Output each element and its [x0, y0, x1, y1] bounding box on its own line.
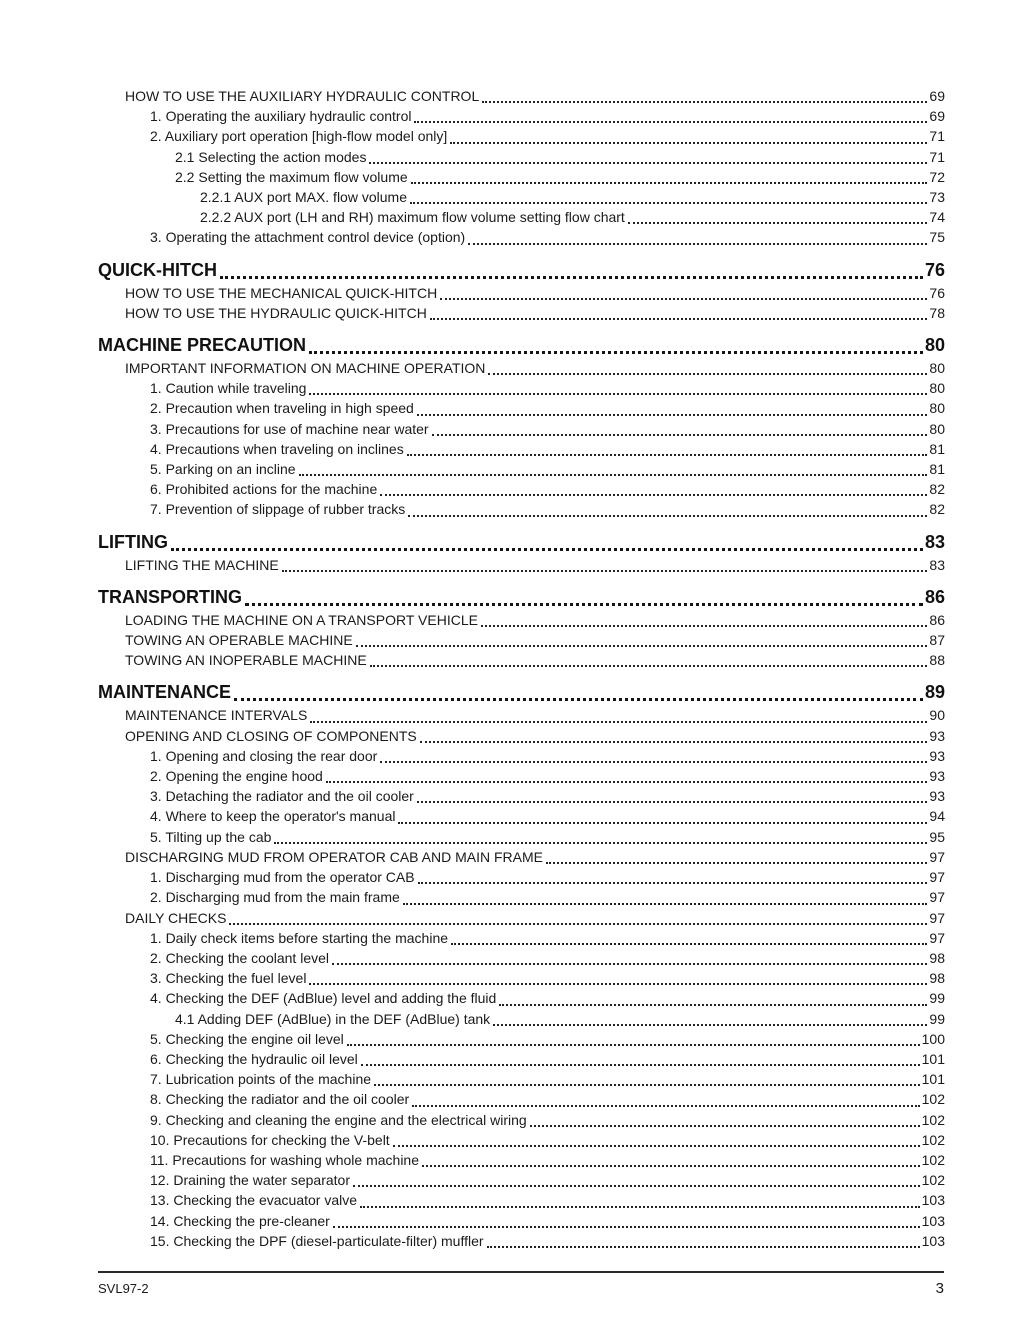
- toc-leader-dots: [332, 963, 927, 965]
- toc-entry-title: 2. Checking the coolant level: [150, 949, 329, 966]
- toc-entry-title: 2. Auxiliary port operation [high-flow model only]: [150, 128, 448, 145]
- toc-leader-dots: [432, 434, 928, 436]
- toc-leader-dots: [488, 373, 927, 375]
- toc-entry: [98, 459, 945, 479]
- toc-leader-dots: [299, 474, 928, 476]
- toc-entry-page: 95: [929, 828, 945, 845]
- toc-leader-dots: [333, 1226, 920, 1228]
- toc-entry-page: 99: [929, 1010, 945, 1027]
- toc-entry-title: 4. Where to keep the operator's manual: [150, 808, 396, 825]
- toc-entry-title: 1. Operating the auxiliary hydraulic control: [150, 108, 412, 125]
- toc-leader-dots: [380, 761, 927, 763]
- toc-entry-page: 97: [929, 909, 945, 926]
- toc-entry-title: 15. Checking the DPF (diesel-particulate-filter) muffler: [150, 1232, 484, 1249]
- toc-entry-title: LIFTING THE MACHINE: [125, 556, 279, 573]
- toc-entry: [98, 1150, 945, 1170]
- toc-leader-dots: [171, 548, 923, 551]
- toc-leader-dots: [628, 222, 928, 224]
- toc-entry-title: HOW TO USE THE MECHANICAL QUICK-HITCH: [125, 284, 438, 301]
- toc-leader-dots: [282, 570, 928, 572]
- toc-entry-title: LIFTING: [98, 531, 168, 552]
- toc-entry: [98, 106, 945, 126]
- toc-leader-dots: [407, 454, 928, 456]
- toc-entry-page: 102: [921, 1172, 945, 1189]
- toc-entry: [98, 827, 945, 847]
- toc-leader-dots: [234, 698, 923, 701]
- toc-entry-page: 102: [921, 1131, 945, 1148]
- toc-entry: [98, 187, 945, 207]
- toc-leader-dots: [309, 983, 927, 985]
- toc-entry: [98, 1170, 945, 1190]
- toc-entry-title: 2.1 Selecting the action modes: [175, 148, 367, 165]
- toc-entry: [98, 948, 945, 968]
- toc-entry-page: 93: [929, 727, 945, 744]
- toc-entry-page: 101: [921, 1071, 945, 1088]
- toc-entry: [98, 419, 945, 439]
- toc-leader-dots: [309, 393, 927, 395]
- toc-entry-title: 2. Opening the engine hood: [150, 768, 323, 785]
- toc-entry-title: 3. Detaching the radiator and the oil cooler: [150, 788, 414, 805]
- toc-entry-page: 103: [921, 1212, 945, 1229]
- toc-entry-page: 71: [929, 148, 945, 165]
- toc-entry: [98, 126, 945, 146]
- toc-entry-title: 4. Precautions when traveling on inclines: [150, 440, 404, 457]
- toc-leader-dots: [274, 842, 927, 844]
- toc-entry-page: 97: [929, 889, 945, 906]
- toc-list: [98, 86, 945, 1251]
- toc-entry-title: 9. Checking and cleaning the engine and the electrical wiring: [150, 1111, 527, 1128]
- toc-leader-dots: [347, 1044, 920, 1046]
- toc-entry-title: 2. Discharging mud from the main frame: [150, 889, 400, 906]
- toc-entry: [98, 847, 945, 867]
- toc-leader-dots: [361, 1064, 920, 1066]
- toc-leader-dots: [370, 665, 928, 667]
- toc-entry-title: 1. Daily check items before starting the machine: [150, 929, 449, 946]
- toc-entry-title: 2. Precaution when traveling in high speed: [150, 400, 414, 417]
- toc-entry-page: 101: [921, 1050, 945, 1067]
- toc-entry: [98, 86, 945, 106]
- toc-entry-title: 4. Checking the DEF (AdBlue) level and adding the fluid: [150, 990, 497, 1007]
- toc-entry-page: 100: [921, 1030, 945, 1047]
- toc-entry-title: 5. Checking the engine oil level: [150, 1030, 344, 1047]
- toc-entry-title: 1. Caution while traveling: [150, 380, 307, 397]
- toc-entry-title: 6. Checking the hydraulic oil level: [150, 1050, 358, 1067]
- toc-entry-title: 1. Discharging mud from the operator CAB: [150, 869, 415, 886]
- toc-entry: [98, 332, 945, 358]
- toc-entry: [98, 1110, 945, 1130]
- toc-entry-page: 86: [924, 586, 945, 607]
- toc-entry-page: 89: [924, 682, 945, 703]
- toc-entry-title: MAINTENANCE: [98, 682, 231, 703]
- toc-entry: [98, 1069, 945, 1089]
- toc-leader-dots: [408, 515, 927, 517]
- toc-entry-title: 7. Lubrication points of the machine: [150, 1071, 372, 1088]
- toc-entry: [98, 1049, 945, 1069]
- toc-entry-title: HOW TO USE THE HYDRAULIC QUICK-HITCH: [125, 304, 427, 321]
- toc-entry: [98, 378, 945, 398]
- toc-entry: [98, 479, 945, 499]
- toc-entry: [98, 584, 945, 610]
- toc-entry-page: 98: [929, 970, 945, 987]
- toc-entry-page: 98: [929, 949, 945, 966]
- toc-entry-title: 10. Precautions for checking the V-belt: [150, 1131, 390, 1148]
- toc-entry-title: 4.1 Adding DEF (AdBlue) in the DEF (AdBlue) tank: [175, 1010, 491, 1027]
- toc-entry-page: 82: [929, 501, 945, 518]
- toc-entry-title: OPENING AND CLOSING OF COMPONENTS: [125, 727, 417, 744]
- toc-entry: [98, 147, 945, 167]
- toc-entry-page: 78: [929, 304, 945, 321]
- toc-leader-dots: [412, 1105, 919, 1107]
- toc-entry: [98, 887, 945, 907]
- toc-entry-title: 5. Parking on an incline: [150, 461, 296, 478]
- toc-entry-page: 80: [929, 380, 945, 397]
- toc-entry-page: 97: [929, 869, 945, 886]
- toc-entry-page: 86: [929, 611, 945, 628]
- toc-entry-title: 3. Precautions for use of machine near water: [150, 420, 429, 437]
- toc-entry: [98, 499, 945, 519]
- toc-entry: [98, 257, 945, 283]
- toc-entry-page: 93: [929, 788, 945, 805]
- toc-leader-dots: [374, 1084, 920, 1086]
- toc-leader-dots: [418, 882, 928, 884]
- toc-entry-title: 8. Checking the radiator and the oil cooler: [150, 1091, 410, 1108]
- toc-leader-dots: [468, 243, 927, 245]
- toc-entry-title: 11. Precautions for washing whole machine: [150, 1151, 420, 1168]
- toc-entry-title: 2.2.1 AUX port MAX. flow volume: [200, 189, 407, 206]
- toc-entry: [98, 746, 945, 766]
- toc-leader-dots: [417, 801, 928, 803]
- toc-entry: [98, 786, 945, 806]
- toc-entry-page: 103: [921, 1192, 945, 1209]
- toc-entry-page: 80: [929, 420, 945, 437]
- toc-entry-page: 97: [929, 929, 945, 946]
- toc-entry-page: 97: [929, 848, 945, 865]
- toc-entry-page: 73: [929, 189, 945, 206]
- doc-code: SVL97-2: [98, 1281, 149, 1296]
- toc-entry-title: LOADING THE MACHINE ON A TRANSPORT VEHICLE: [125, 611, 478, 628]
- toc-leader-dots: [420, 741, 928, 743]
- toc-entry: [98, 1211, 945, 1231]
- toc-entry-page: 90: [929, 707, 945, 724]
- toc-entry: [98, 610, 945, 630]
- toc-entry: [98, 439, 945, 459]
- toc-entry-page: 69: [929, 88, 945, 104]
- toc-entry-page: 69: [929, 108, 945, 125]
- toc-entry-page: 87: [929, 632, 945, 649]
- toc-entry: [98, 928, 945, 948]
- toc-entry: [98, 1190, 945, 1210]
- toc-leader-dots: [353, 1185, 920, 1187]
- toc-entry-title: QUICK-HITCH: [98, 259, 217, 280]
- toc-entry-title: 2.2.2 AUX port (LH and RH) maximum flow volume setting flow chart: [200, 209, 625, 226]
- toc-leader-dots: [487, 1246, 920, 1248]
- toc-entry-title: 7. Prevention of slippage of rubber tracks: [150, 501, 406, 518]
- toc-leader-dots: [403, 903, 928, 905]
- toc-entry-page: 83: [924, 531, 945, 552]
- toc-entry: [98, 630, 945, 650]
- toc-entry: [98, 968, 945, 988]
- toc-entry: [98, 766, 945, 786]
- toc-entry-title: MACHINE PRECAUTION: [98, 335, 307, 356]
- toc-entry-title: TRANSPORTING: [98, 586, 242, 607]
- toc-leader-dots: [310, 721, 927, 723]
- toc-entry-page: 102: [921, 1151, 945, 1168]
- toc-entry-title: 3. Operating the attachment control device (option): [150, 229, 466, 246]
- toc-entry-title: MAINTENANCE INTERVALS: [125, 707, 308, 724]
- toc-entry-page: 80: [929, 360, 945, 377]
- toc-leader-dots: [417, 414, 928, 416]
- toc-entry-page: 74: [929, 209, 945, 226]
- toc-leader-dots: [411, 182, 928, 184]
- toc-entry: [98, 726, 945, 746]
- toc-leader-dots: [220, 276, 923, 279]
- toc-entry-page: 99: [929, 990, 945, 1007]
- toc-entry: [98, 988, 945, 1008]
- toc-entry: [98, 207, 945, 227]
- toc-leader-dots: [482, 101, 927, 103]
- toc-entry: [98, 303, 945, 323]
- toc-entry: [98, 1130, 945, 1150]
- toc-entry: [98, 398, 945, 418]
- toc-leader-dots: [369, 162, 927, 164]
- toc-entry: [98, 1009, 945, 1029]
- toc-leader-dots: [229, 923, 927, 925]
- toc-entry-title: IMPORTANT INFORMATION ON MACHINE OPERATION: [125, 360, 486, 377]
- toc-entry-page: 75: [929, 229, 945, 246]
- toc-entry-title: TOWING AN INOPERABLE MACHINE: [125, 652, 367, 669]
- toc-entry-title: 13. Checking the evacuator valve: [150, 1192, 358, 1209]
- toc-entry-page: 76: [924, 259, 945, 280]
- toc-entry-title: 2.2 Setting the maximum flow volume: [175, 168, 408, 185]
- toc-leader-dots: [393, 1145, 920, 1147]
- toc-leader-dots: [326, 781, 928, 783]
- toc-leader-dots: [414, 121, 927, 123]
- toc-entry-title: DISCHARGING MUD FROM OPERATOR CAB AND MAIN FRAME: [125, 848, 543, 865]
- toc-leader-dots: [356, 645, 928, 647]
- toc-entry-title: 5. Tilting up the cab: [150, 828, 272, 845]
- toc-entry: [98, 529, 945, 555]
- toc-entry-page: 102: [921, 1091, 945, 1108]
- toc-leader-dots: [451, 943, 927, 945]
- toc-leader-dots: [450, 142, 927, 144]
- toc-entry-page: 82: [929, 481, 945, 498]
- toc-leader-dots: [398, 822, 927, 824]
- toc-leader-dots: [309, 351, 923, 354]
- toc-entry-title: 3. Checking the fuel level: [150, 970, 307, 987]
- toc-entry-page: 81: [929, 461, 945, 478]
- toc-entry-title: HOW TO USE THE AUXILIARY HYDRAULIC CONTROL: [125, 88, 480, 104]
- toc-entry-page: 81: [929, 440, 945, 457]
- toc-entry-title: 1. Opening and closing the rear door: [150, 747, 378, 764]
- toc-entry-page: 71: [929, 128, 945, 145]
- toc-entry-page: 88: [929, 652, 945, 669]
- toc-entry-title: 14. Checking the pre-cleaner: [150, 1212, 330, 1229]
- toc-entry-page: 83: [929, 556, 945, 573]
- toc-entry-page: 80: [929, 400, 945, 417]
- toc-entry-page: 72: [929, 168, 945, 185]
- toc-leader-dots: [493, 1024, 927, 1026]
- toc-leader-dots: [422, 1165, 920, 1167]
- toc-entry-page: 93: [929, 768, 945, 785]
- page-number: 3: [935, 1280, 944, 1297]
- toc-leader-dots: [410, 202, 927, 204]
- toc-entry-title: DAILY CHECKS: [125, 909, 227, 926]
- toc-entry: [98, 1089, 945, 1109]
- toc-entry: [98, 227, 945, 247]
- page-footer: [98, 1271, 944, 1297]
- toc-entry: [98, 806, 945, 826]
- toc-entry: [98, 555, 945, 575]
- toc-entry-page: 94: [929, 808, 945, 825]
- toc-leader-dots: [546, 862, 927, 864]
- toc-leader-dots: [440, 298, 927, 300]
- toc-leader-dots: [360, 1206, 920, 1208]
- toc-entry: [98, 1231, 945, 1251]
- toc-entry-page: 93: [929, 747, 945, 764]
- toc-entry: [98, 167, 945, 187]
- toc-leader-dots: [530, 1125, 920, 1127]
- toc-leader-dots: [245, 603, 923, 606]
- toc-entry: [98, 679, 945, 705]
- toc-entry: [98, 283, 945, 303]
- toc-entry: [98, 358, 945, 378]
- toc-leader-dots: [481, 625, 927, 627]
- toc-entry: [98, 867, 945, 887]
- toc-entry: [98, 650, 945, 670]
- toc-entry: [98, 908, 945, 928]
- toc-entry: [98, 705, 945, 725]
- toc-entry-page: 102: [921, 1111, 945, 1128]
- toc-entry: [98, 1029, 945, 1049]
- toc-entry-page: 103: [921, 1232, 945, 1249]
- toc-entry-title: 6. Prohibited actions for the machine: [150, 481, 378, 498]
- toc-entry-page: 80: [924, 335, 945, 356]
- toc-entry-title: TOWING AN OPERABLE MACHINE: [125, 632, 353, 649]
- toc-entry-title: 12. Draining the water separator: [150, 1172, 350, 1189]
- toc-leader-dots: [380, 494, 927, 496]
- toc-leader-dots: [499, 1004, 927, 1006]
- toc-leader-dots: [430, 318, 928, 320]
- toc-entry-page: 76: [929, 284, 945, 301]
